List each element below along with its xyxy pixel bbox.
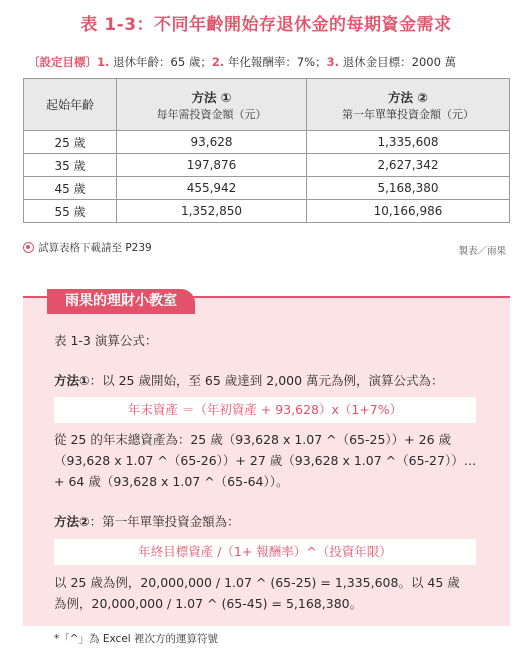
method-1-label: 方法① (54, 373, 90, 388)
method-1-heading (54, 370, 444, 391)
cell-age: 35 歲 (24, 154, 117, 177)
header-method-2 (307, 79, 510, 131)
formula-2: 年終目標資產 /（1+ 報酬率）^（投資年限） (54, 539, 476, 565)
setting-retire-age: 退休年齡：65 歲； (109, 55, 212, 69)
method-2-desc: ：第一年單筆投資金額為： (89, 514, 240, 529)
cell-age: 45 歲 (24, 177, 117, 200)
setting-num-2: 2. (211, 55, 225, 69)
download-icon (23, 242, 34, 253)
cell-method-1: 455,942 (117, 177, 307, 200)
method-2-line-2: 為例，20,000,000 / 1.07 ^ (65-45) = 5,168,380。 (54, 596, 363, 611)
table-row (24, 177, 510, 200)
cell-method-2: 5,168,380 (307, 177, 510, 200)
target-settings (28, 54, 518, 70)
box-tab-title: 雨果的理財小教室 (47, 289, 195, 314)
setting-num-1: 1. (97, 55, 110, 69)
method-1-line-2: （93,628 x 1.07 ^（65-26））+ 27 歲（93,628 x 1.07 ^（65-27））… (54, 453, 477, 468)
setting-return-rate: 年化報酬率：7%； (224, 55, 327, 69)
method-2-heading (54, 511, 240, 532)
cell-method-2: 1,335,608 (307, 131, 510, 154)
download-note-text: 試算表格下載請至 P239 (38, 242, 152, 254)
footnote: *「^」為 Excel 裡次方的運算符號 (54, 633, 219, 645)
table-credit: 製表／雨果 (458, 246, 506, 257)
method-1-line-1: 從 25 的年末總資產為：25 歲（93,628 x 1.07 ^（65-25））+ 26 歲 (54, 432, 451, 447)
setting-num-3: 3. (326, 55, 339, 69)
cell-method-2: 2,627,342 (307, 154, 510, 177)
cell-method-1: 197,876 (117, 154, 307, 177)
table-row (24, 200, 510, 223)
cell-method-2: 10,166,986 (307, 200, 510, 223)
table-row (24, 131, 510, 154)
setting-target: 退休金目標：2000 萬 (338, 55, 457, 69)
cell-age: 55 歲 (24, 200, 117, 223)
method-1-desc: ：以 25 歲開始，至 65 歲達到 2,000 萬元為例，演算公式為： (89, 373, 444, 388)
header-start-age: 起始年齡 (24, 79, 117, 131)
table-header-row (24, 79, 510, 131)
formula-1: 年末資產 ＝（年初資產 + 93,628）x（1+7%） (54, 397, 476, 423)
method-2-subtitle: 第一年單筆投資金額（元） (342, 107, 474, 121)
method-1-line-3: + 64 歲（93,628 x 1.07 ^（65-64））。 (54, 474, 289, 489)
cell-age: 25 歲 (24, 131, 117, 154)
download-note (23, 240, 152, 255)
settings-label: 〔設定目標〕 (28, 55, 97, 69)
cell-method-1: 1,352,850 (117, 200, 307, 223)
method-2-title: 方法 ② (388, 89, 428, 105)
cell-method-1: 93,628 (117, 131, 307, 154)
method-1-title: 方法 ① (191, 89, 232, 105)
table-row (24, 154, 510, 177)
method-2-line-1: 以 25 歲為例，20,000,000 / 1.07 ^ (65-25) = 1,335,608。以 45 歲 (54, 575, 460, 590)
method-2-label: 方法② (54, 514, 90, 529)
formula-intro: 表 1-3 演算公式： (54, 333, 158, 348)
method-1-subtitle: 每年需投資金額（元） (156, 107, 267, 121)
investment-table (23, 78, 510, 223)
page-title: 表 1-3：不同年齡開始存退休金的每期資金需求 (80, 15, 452, 35)
header-method-1 (117, 79, 307, 131)
